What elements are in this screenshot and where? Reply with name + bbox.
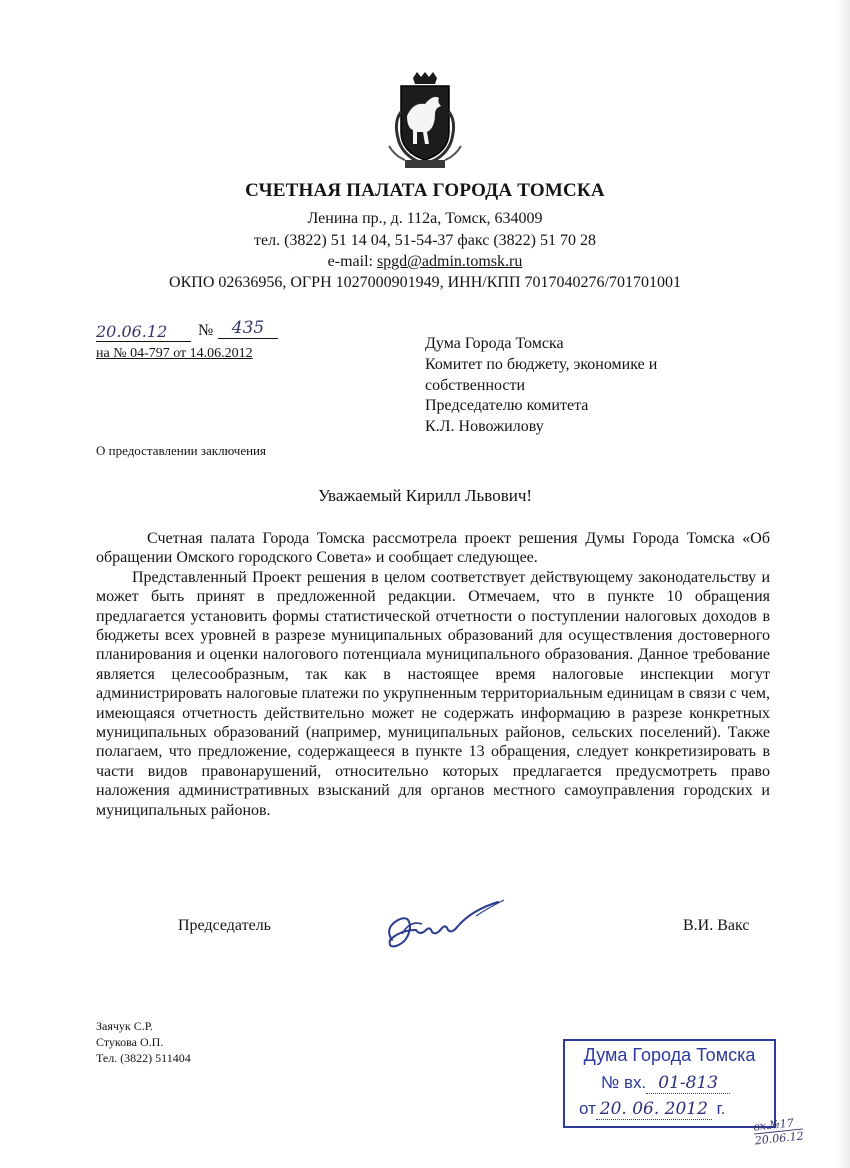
letter-subject: О предоставлении заключения [96,443,266,458]
scan-edge-shadow [836,0,850,1168]
email-line [0,253,850,271]
outgoing-date-handwritten: 20.06.12 [96,322,191,342]
handwritten-signature-icon [380,890,510,960]
executor-line: Заячук С.Р. [96,1019,153,1033]
number-sign: № [198,322,214,339]
greeting: Уважаемый Кирилл Львович! [317,486,533,505]
body-paragraph: Представленный Проект решения в целом соответствует действующему законодательству и может быть принят в предложенной редакции. Отмечаем, что в пункте 10 обращения предлагается установить формы статистической отчетности о поступлении налоговых доходов в бюджеты всех уровней в разрезе муниципальных образований для осуществления достоверного планирования и оценки налогового потенциала муниципального образования. Данное требование является целесообразным, так как в настоящее время налоговые инспекции могут администрировать налоговые платежи по укрупненным территориальным единицам в связи с чем, имеющаяся отчетность действительно может не содержать информацию в разрезе конкретных муниципальных образований (например, муниципальных районов, сельских поселений). Также полагаем, что предложение, содержащееся в пункте 13 обращения, следует конкретизировать в части видов правонарушений, относительно которых предлагается предусмотреть право наложения административных взысканий для органов местного самоуправления городских и муниципальных районов. [96,568,770,819]
phone-fax-line: тел. (3822) 51 14 04, 51-54-37 факс (3822) 51 70 28 [254,232,596,249]
recipient-line: К.Л. Новожилову [425,418,544,436]
stamp-title: Дума Города Томска [583,1045,756,1065]
stamp-incoming-number: 01-813 [646,1073,730,1094]
organization-title: СЧЕТНАЯ ПАЛАТА ГОРОДА ТОМСКА [245,180,605,201]
tomsk-coat-of-arms-icon [383,72,467,170]
stamp-year-suffix: г. [716,1099,726,1118]
corner-note-line: 20.06.12 [754,1129,805,1148]
body-paragraph: Счетная палата Города Томска рассмотрела проект решения Думы Города Томска «Об обращении Омского городского Совета» и сообщает следующее. [96,530,770,567]
reply-to-reference: на № 04-797 от 14.06.2012 [96,346,253,361]
executor-line: Тел. (3822) 511404 [96,1051,191,1065]
incoming-registration-stamp [563,1039,776,1128]
outgoing-reference [96,318,296,361]
corner-note-line: вх.№17 [753,1116,803,1135]
recipient-line: Дума Города Томска [425,335,564,352]
signatory-position: Председатель [178,917,271,934]
recipient-line: Комитет по бюджету, экономике и [425,355,658,373]
email-link[interactable]: spgd@admin.tomsk.ru [376,253,523,270]
handwritten-corner-note [753,1116,805,1148]
recipient-line: собственности [425,376,526,394]
stamp-date-row [579,1099,725,1120]
executor-line: Стукова О.П. [96,1035,164,1049]
address-line: Ленина пр., д. 112а, Томск, 634009 [307,210,543,227]
registration-codes-line: ОКПО 02636956, ОГРН 1027000901949, ИНН/КПП 7017040276/701701001 [169,274,681,291]
recipient-block [425,334,735,438]
letter-body [96,529,770,820]
stamp-date-label: от [579,1099,596,1118]
stamp-date-value: 20. 06. 2012 [596,1099,712,1120]
signatory-name: В.И. Вакс [683,917,750,934]
email-prefix: e-mail: [327,253,377,270]
stamp-incoming-label: № вх. [601,1073,647,1092]
executors-block [96,1018,191,1066]
recipient-line: Председателю комитета [425,397,589,415]
stamp-incoming-number-row [601,1073,730,1094]
outgoing-number-handwritten: 435 [218,318,278,339]
